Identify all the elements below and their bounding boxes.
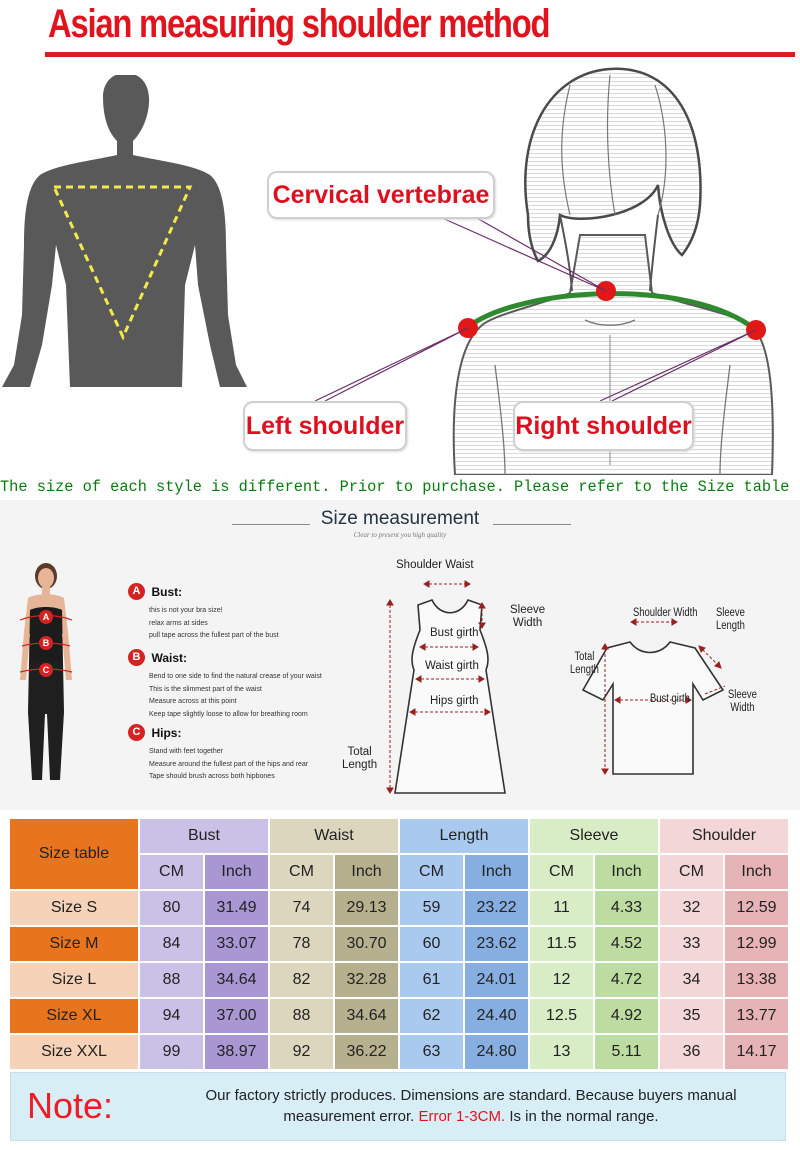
table-cell: 31.49: [204, 890, 269, 926]
unit-cm-header: CM: [269, 854, 334, 890]
tshirt-bust-girth-label: Bust girth: [650, 693, 690, 705]
unit-inch-header: Inch: [464, 854, 529, 890]
table-cell: 12.59: [724, 890, 789, 926]
table-cell: 13: [529, 1034, 594, 1070]
table-cell: 59: [399, 890, 464, 926]
table-cell: 34.64: [334, 998, 399, 1034]
table-cell: 61: [399, 962, 464, 998]
table-cell: 62: [399, 998, 464, 1034]
table-cell: 82: [269, 962, 334, 998]
note-error-range: Error 1-3CM.: [418, 1108, 506, 1125]
table-cell: 11.5: [529, 926, 594, 962]
unit-cm-header: CM: [529, 854, 594, 890]
table-header-row: [9, 818, 789, 854]
hips-line: Stand with feet together: [149, 748, 223, 755]
dress-hips-girth-label: Hips girth: [430, 695, 479, 707]
waist-line: Measure across at this point: [149, 698, 237, 705]
table-cell: 34.64: [204, 962, 269, 998]
table-cell: 33: [659, 926, 724, 962]
marker-c-label: C: [42, 665, 50, 675]
table-row: [9, 998, 789, 1034]
column-group-header: Waist: [269, 818, 399, 854]
hips-line: Measure around the fullest part of the hips and rear: [149, 760, 309, 768]
table-cell: 29.13: [334, 890, 399, 926]
tshirt-sleeve-width-label: Sleeve Width: [728, 689, 757, 714]
size-label-cell: Size XXL: [9, 1034, 139, 1070]
table-cell: 94: [139, 998, 204, 1034]
column-group-header: Sleeve: [529, 818, 659, 854]
table-row: [9, 962, 789, 998]
table-cell: 35: [659, 998, 724, 1034]
bust-title: Bust:: [151, 584, 183, 599]
table-cell: 24.80: [464, 1034, 529, 1070]
table-cell: 78: [269, 926, 334, 962]
table-cell: 88: [269, 998, 334, 1034]
table-cell: 13.77: [724, 998, 789, 1034]
table-cell: 11: [529, 890, 594, 926]
dress-waist-girth-label: Waist girth: [425, 660, 479, 672]
table-cell: 4.72: [594, 962, 659, 998]
table-cell: 23.62: [464, 926, 529, 962]
table-cell: 37.00: [204, 998, 269, 1034]
bust-line: relax arms at sides: [149, 619, 208, 627]
table-cell: 13.38: [724, 962, 789, 998]
table-cell: 24.01: [464, 962, 529, 998]
marker-a-label: A: [42, 612, 50, 622]
table-cell: 74: [269, 890, 334, 926]
table-cell: 99: [139, 1034, 204, 1070]
note-label: Note:: [27, 1085, 114, 1126]
table-row: [9, 1034, 789, 1070]
waist-line: Bend to one side to find the natural crease of your waist: [149, 673, 322, 680]
size-label-cell: Size M: [9, 926, 139, 962]
unit-inch-header: Inch: [204, 854, 269, 890]
bust-line: pull tape across the fullest part of the bust: [149, 632, 279, 639]
table-cell: 32: [659, 890, 724, 926]
size-measurement-heading: Size measurement: [320, 508, 480, 529]
table-cell: 60: [399, 926, 464, 962]
table-cell: 12: [529, 962, 594, 998]
unit-cm-header: CM: [659, 854, 724, 890]
table-cell: 4.52: [594, 926, 659, 962]
right-shoulder-callout: Right shoulder: [513, 401, 694, 451]
left-shoulder-callout: Left shoulder: [243, 401, 407, 451]
unit-cm-header: CM: [399, 854, 464, 890]
size-table-corner: Size table: [9, 818, 139, 890]
unit-cm-header: CM: [139, 854, 204, 890]
column-group-header: Bust: [139, 818, 269, 854]
waist-line: This is the slimmest part of the waist: [149, 685, 262, 693]
waist-title: Waist:: [151, 650, 188, 665]
table-cell: 33.07: [204, 926, 269, 962]
tshirt-total-length-label: Total Length: [570, 651, 599, 676]
table-cell: 84: [139, 926, 204, 962]
bust-line: this is not your bra size!: [149, 607, 223, 614]
table-cell: 92: [269, 1034, 334, 1070]
table-cell: 4.33: [594, 890, 659, 926]
waist-badge: B: [128, 649, 145, 666]
size-table-section: [0, 810, 800, 1150]
table-cell: 30.70: [334, 926, 399, 962]
dress-total-length-label: Total Length: [342, 746, 378, 771]
page-title: Asian measuring shoulder method: [48, 2, 550, 46]
table-cell: 63: [399, 1034, 464, 1070]
cervical-vertebrae-callout: Cervical vertebrae: [267, 171, 495, 219]
table-cell: 88: [139, 962, 204, 998]
note-box: [10, 1072, 786, 1141]
size-measurement-section: [0, 500, 800, 810]
size-label-cell: Size XL: [9, 998, 139, 1034]
table-cell: 12.5: [529, 998, 594, 1034]
column-group-header: Shoulder: [659, 818, 789, 854]
table-row: [9, 890, 789, 926]
unit-inch-header: Inch: [724, 854, 789, 890]
table-cell: 32.28: [334, 962, 399, 998]
shoulder-method-section: [0, 0, 800, 475]
marker-b-label: B: [42, 638, 50, 648]
hips-line: Tape should brush across both hipbones: [149, 773, 275, 780]
model-figure: [6, 562, 86, 784]
dress-bust-girth-label: Bust girth: [430, 627, 479, 639]
hips-instructions: [128, 724, 353, 784]
bust-instructions: [128, 583, 353, 643]
size-table: [8, 817, 790, 1071]
note-text-end: Is in the normal range.: [509, 1108, 659, 1125]
hips-title: Hips:: [151, 725, 182, 740]
size-label-cell: Size L: [9, 962, 139, 998]
table-cell: 24.40: [464, 998, 529, 1034]
table-cell: 14.17: [724, 1034, 789, 1070]
note-text-main: Our factory strictly produces. Dimensions are standard. Because buyers manual measurement error.: [205, 1087, 737, 1125]
table-cell: 5.11: [594, 1034, 659, 1070]
table-cell: 4.92: [594, 998, 659, 1034]
table-cell: 34: [659, 962, 724, 998]
waist-instructions: [128, 649, 353, 721]
table-cell: 36.22: [334, 1034, 399, 1070]
size-measurement-subheading: Clear to present you high quality: [353, 531, 447, 539]
column-group-header: Length: [399, 818, 529, 854]
note-text: [171, 1085, 771, 1127]
hips-badge: C: [128, 724, 145, 741]
table-cell: 23.22: [464, 890, 529, 926]
size-notice-text: The size of each style is different. Prior to purchase. Please refer to the Size table: [0, 478, 790, 496]
unit-inch-header: Inch: [594, 854, 659, 890]
unit-inch-header: Inch: [334, 854, 399, 890]
table-row: [9, 926, 789, 962]
dress-sleeve-width-label: Sleeve Width: [510, 604, 546, 629]
tshirt-shoulder-width-label: Shoulder Width: [633, 607, 698, 619]
dress-shoulder-waist-label: Shoulder Waist: [396, 559, 474, 571]
table-cell: 36: [659, 1034, 724, 1070]
table-cell: 80: [139, 890, 204, 926]
waist-line: Keep tape slightly loose to allow for breathing room: [149, 710, 308, 718]
size-label-cell: Size S: [9, 890, 139, 926]
tshirt-sleeve-length-label: Sleeve Length: [716, 607, 745, 632]
table-cell: 38.97: [204, 1034, 269, 1070]
table-cell: 12.99: [724, 926, 789, 962]
bust-badge: A: [128, 583, 145, 600]
